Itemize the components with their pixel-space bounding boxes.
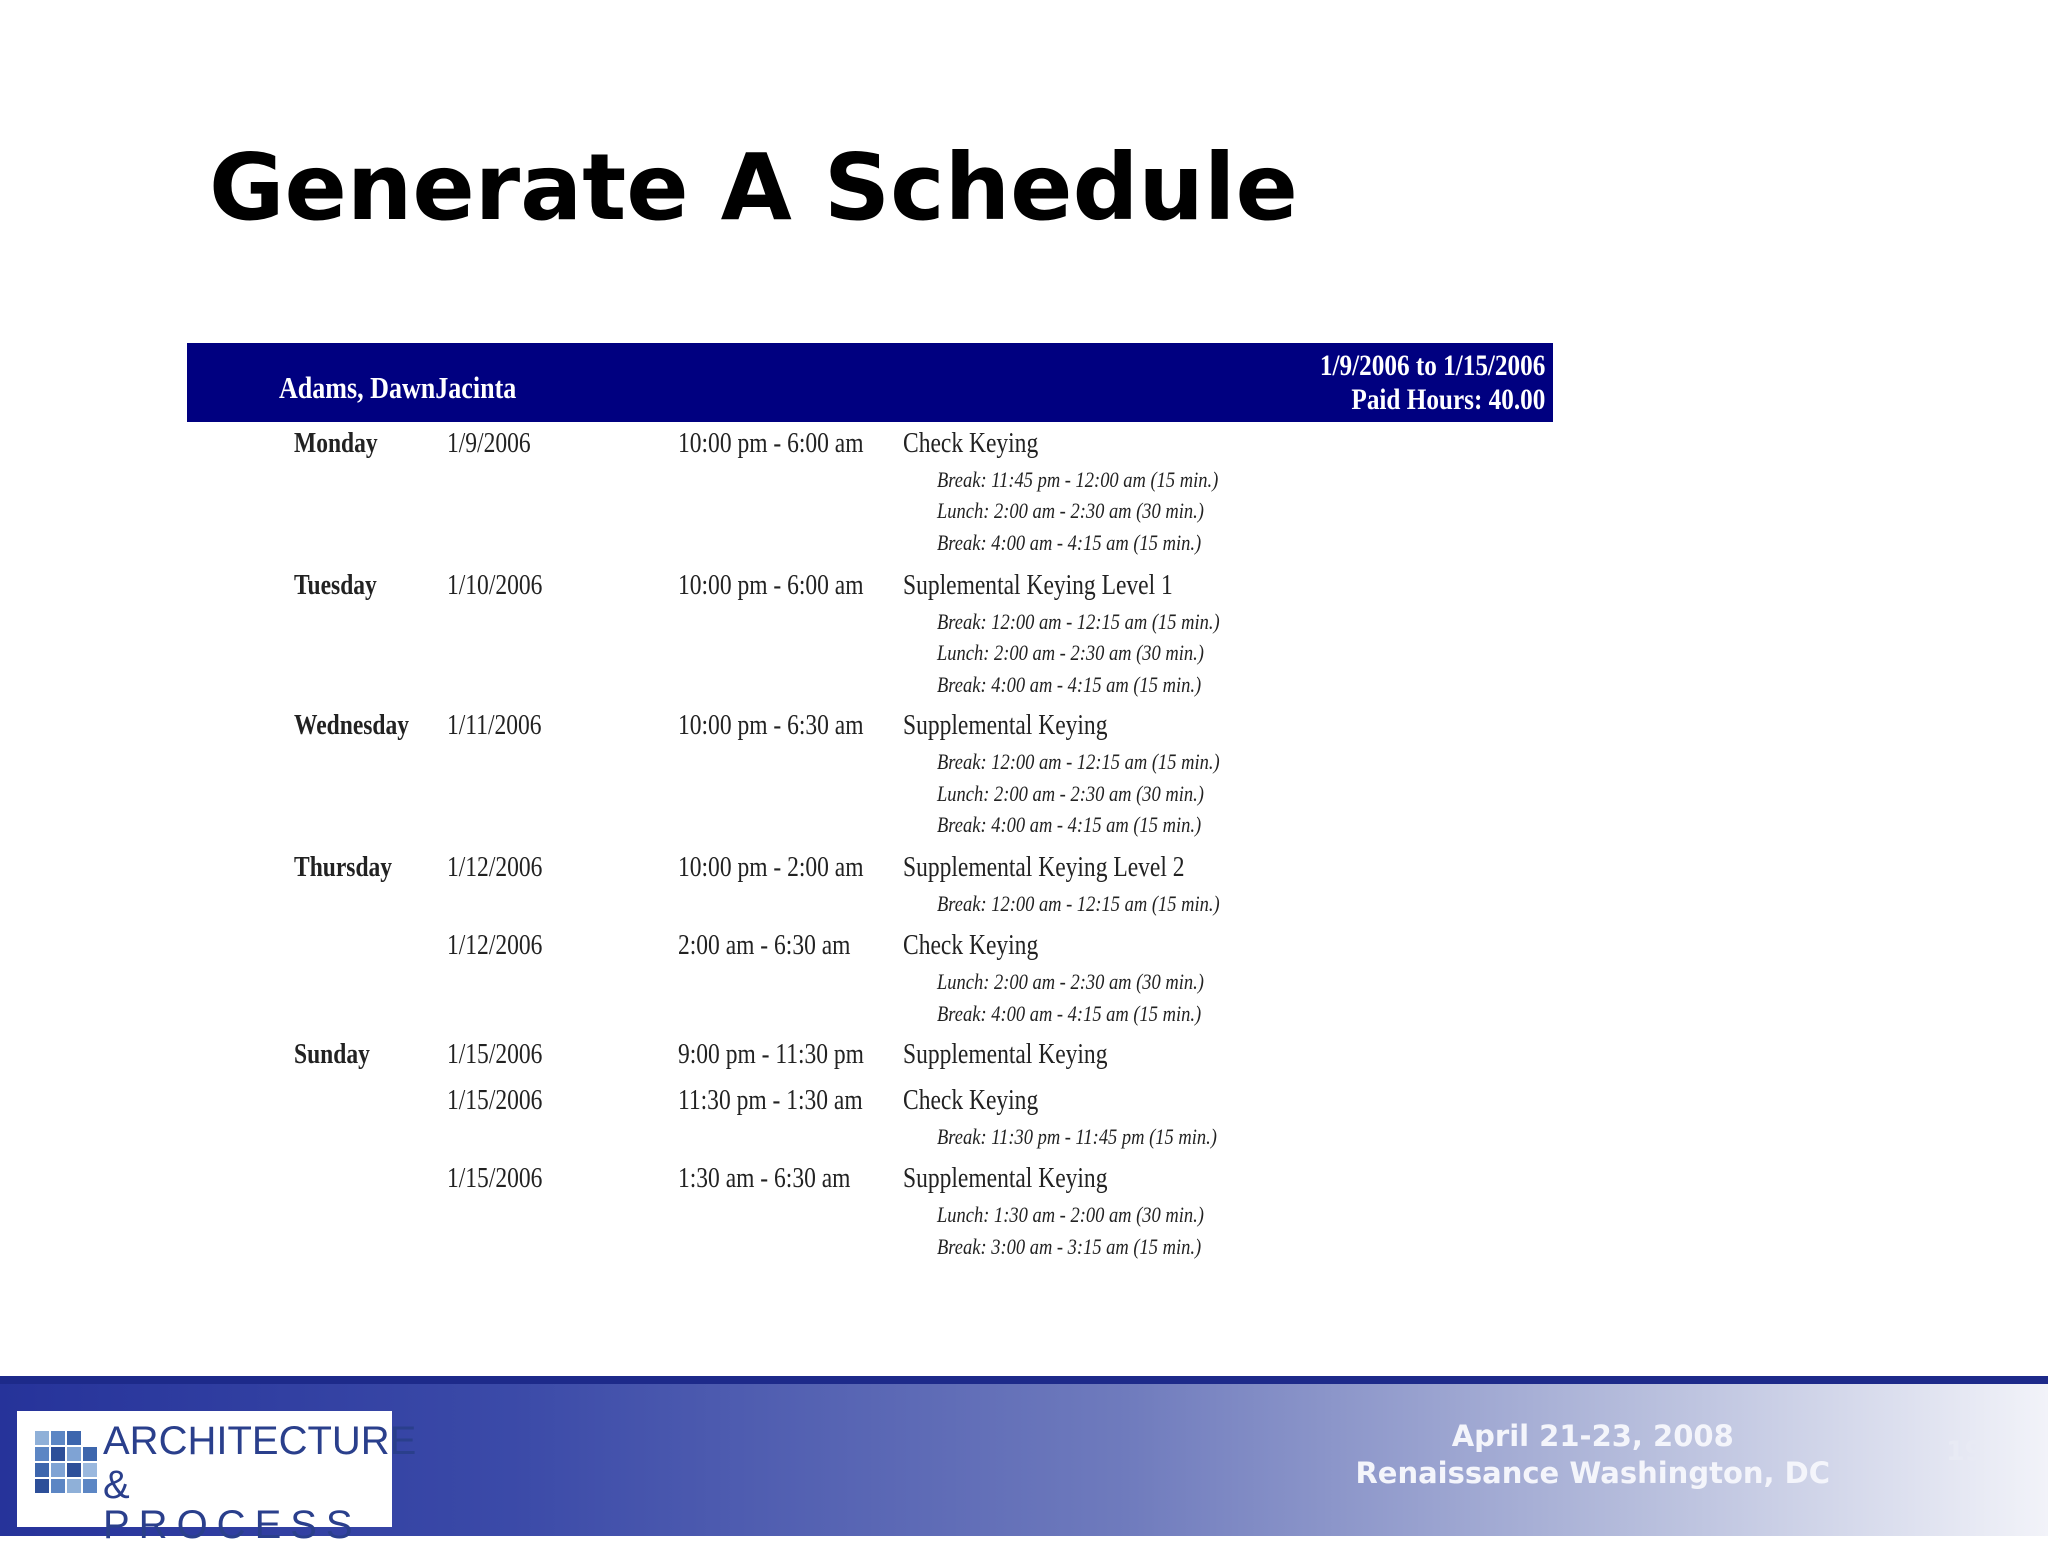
row-date: 1/15/2006 (447, 1163, 543, 1194)
row-detail: Lunch: 2:00 am - 2:30 am (30 min.) (937, 781, 1204, 806)
row-date: 1/15/2006 (447, 1039, 543, 1070)
row-date: 1/12/2006 (447, 852, 543, 883)
row-detail: Break: 4:00 am - 4:15 am (15 min.) (937, 672, 1202, 697)
row-day: Tuesday (294, 570, 377, 601)
row-date: 1/10/2006 (447, 570, 543, 601)
row-day: Wednesday (294, 710, 410, 741)
row-time: 10:00 pm - 6:00 am (678, 570, 864, 601)
row-task: Supplemental Keying (903, 710, 1108, 741)
row-detail: Break: 3:00 am - 3:15 am (15 min.) (937, 1234, 1202, 1259)
footer-band (0, 1384, 2048, 1547)
row-task: Check Keying (903, 1085, 1039, 1116)
row-detail: Lunch: 2:00 am - 2:30 am (30 min.) (937, 498, 1204, 523)
employee-name: Adams, DawnJacinta (279, 370, 517, 405)
paid-hours: Paid Hours: 40.00 (1351, 383, 1545, 416)
row-date: 1/15/2006 (447, 1085, 543, 1116)
row-date: 1/12/2006 (447, 930, 543, 961)
footer-rule (0, 1376, 2048, 1384)
row-detail: Break: 12:00 am - 12:15 am (15 min.) (937, 609, 1220, 634)
logo-text-process: & PROCESS (103, 1463, 362, 1547)
row-time: 2:00 am - 6:30 am (678, 930, 851, 961)
row-detail: Break: 4:00 am - 4:15 am (15 min.) (937, 812, 1202, 837)
row-task: Check Keying (903, 930, 1039, 961)
row-detail: Break: 4:00 am - 4:15 am (15 min.) (937, 1001, 1202, 1026)
row-time: 11:30 pm - 1:30 am (678, 1085, 863, 1116)
row-time: 10:00 pm - 6:30 am (678, 710, 864, 741)
row-detail: Break: 11:45 pm - 12:00 am (15 min.) (937, 467, 1219, 492)
row-date: 1/9/2006 (447, 428, 531, 459)
slide-title: Generate A Schedule (209, 134, 1298, 241)
row-detail: Break: 4:00 am - 4:15 am (15 min.) (937, 530, 1202, 555)
row-detail: Break: 12:00 am - 12:15 am (15 min.) (937, 891, 1220, 916)
row-time: 10:00 pm - 2:00 am (678, 852, 864, 883)
logo-grid-icon (35, 1431, 111, 1507)
row-task: Supplemental Keying (903, 1039, 1108, 1070)
row-day: Thursday (294, 852, 393, 883)
event-dates: April 21-23, 2008 (1451, 1419, 1734, 1453)
row-task: Supplemental Keying (903, 1163, 1108, 1194)
row-task: Suplemental Keying Level 1 (903, 570, 1173, 601)
event-location: Renaissance Washington, DC (1355, 1456, 1830, 1490)
page-number: 19 (1946, 1436, 1984, 1467)
row-date: 1/11/2006 (447, 710, 542, 741)
logo-text-architecture: ARCHITECTURE (103, 1419, 417, 1463)
row-time: 10:00 pm - 6:00 am (678, 428, 864, 459)
row-detail: Break: 11:30 pm - 11:45 pm (15 min.) (937, 1124, 1217, 1149)
row-time: 9:00 pm - 11:30 pm (678, 1039, 864, 1070)
row-time: 1:30 am - 6:30 am (678, 1163, 851, 1194)
row-detail: Lunch: 2:00 am - 2:30 am (30 min.) (937, 969, 1204, 994)
row-detail: Lunch: 1:30 am - 2:00 am (30 min.) (937, 1202, 1204, 1227)
row-task: Check Keying (903, 428, 1039, 459)
slide-footer (0, 1376, 2048, 1547)
event-info (1355, 1418, 1830, 1492)
conference-logo (17, 1411, 417, 1547)
row-task: Supplemental Keying Level 2 (903, 852, 1185, 883)
date-range: 1/9/2006 to 1/15/2006 (1319, 349, 1545, 382)
row-day: Monday (294, 428, 378, 459)
row-detail: Lunch: 2:00 am - 2:30 am (30 min.) (937, 640, 1204, 665)
row-detail: Break: 12:00 am - 12:15 am (15 min.) (937, 749, 1220, 774)
row-day: Sunday (294, 1039, 370, 1070)
